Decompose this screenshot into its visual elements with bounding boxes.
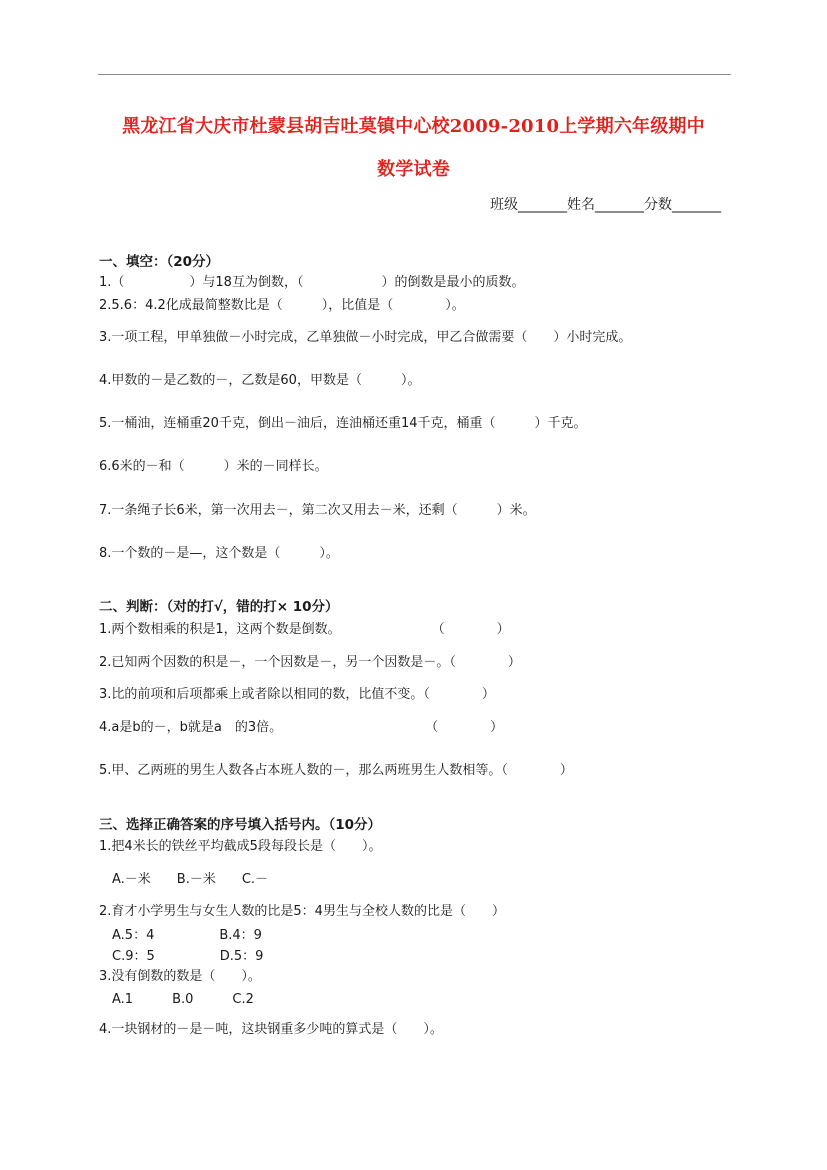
choice-question-3: 3.没有倒数的数是（ ）。: [99, 969, 261, 984]
fill-blank-item-5: 5.一桶油，连桶重20千克，倒出－油后，连油桶还重14千克，桶重（ ）千克。: [99, 416, 587, 431]
fill-blank-item-8: 8.一个数的－是—，这个数是（ ）。: [99, 546, 339, 561]
header-rule: [98, 74, 731, 75]
judge-item-4: 4.a是b的－，b就是a 的3倍。 （ ）: [99, 720, 504, 735]
student-info-line: 班级_______姓名_______分数_______: [490, 197, 721, 213]
fill-blank-item-4: 4.甲数的－是乙数的－，乙数是60，甲数是（ ）。: [99, 373, 421, 388]
fill-blank-item-7: 7.一条绳子长6米，第一次用去－，第二次又用去－米，还剩（ ）米。: [99, 503, 536, 518]
fill-blank-item-6: 6.6米的－和（ ）米的－同样长。: [99, 459, 328, 474]
section1-heading: 一、填空：（20分）: [99, 254, 220, 270]
fill-blank-item-3: 3.一项工程，甲单独做－小时完成，乙单独做－小时完成，甲乙合做需要（ ）小时完成。: [99, 330, 632, 345]
section3-heading: 三、选择正确答案的序号填入括号内。（10分）: [99, 817, 382, 833]
exam-title-line2: 数学试卷: [377, 159, 450, 180]
judge-item-2: 2.已知两个因数的积是－，一个因数是－，另一个因数是－。（ ）: [99, 655, 521, 670]
fill-blank-item-2: 2.5.6：4.2化成最简整数比是（ ），比值是（ ）。: [99, 298, 465, 313]
section2-heading: 二、判断：（对的打√，错的打× 10分）: [99, 599, 339, 615]
choice-options-2b: C.9：5 D.5：9: [99, 949, 264, 964]
judge-item-3: 3.比的前项和后项都乘上或者除以相同的数，比值不变。（ ）: [99, 687, 495, 702]
choice-question-1: 1.把4米长的铁丝平均截成5段每段长是（ ）。: [99, 839, 382, 854]
judge-item-1: 1.两个数相乘的积是1，这两个数是倒数。 （ ）: [99, 622, 510, 637]
choice-options-2a: A.5：4 B.4：9: [99, 928, 262, 943]
fill-blank-item-1: 1.（ ）与18互为倒数，（ ）的倒数是最小的质数。: [99, 275, 525, 290]
choice-question-2: 2.育才小学男生与女生人数的比是5：4男生与全校人数的比是（ ）: [99, 904, 505, 919]
choice-question-4: 4.一块钢材的－是－吨，这块钢重多少吨的算式是（ ）。: [99, 1022, 443, 1037]
judge-item-5: 5.甲、乙两班的男生人数各占本班人数的－，那么两班男生人数相等。（ ）: [99, 763, 573, 778]
choice-options-1: A.－米 B.－米 C.－: [99, 872, 269, 887]
choice-options-3: A.1 B.0 C.2: [99, 992, 254, 1007]
exam-title-line1: 黑龙江省大庆市杜蒙县胡吉吐莫镇中心校2009-2010上学期六年级期中: [122, 116, 705, 137]
